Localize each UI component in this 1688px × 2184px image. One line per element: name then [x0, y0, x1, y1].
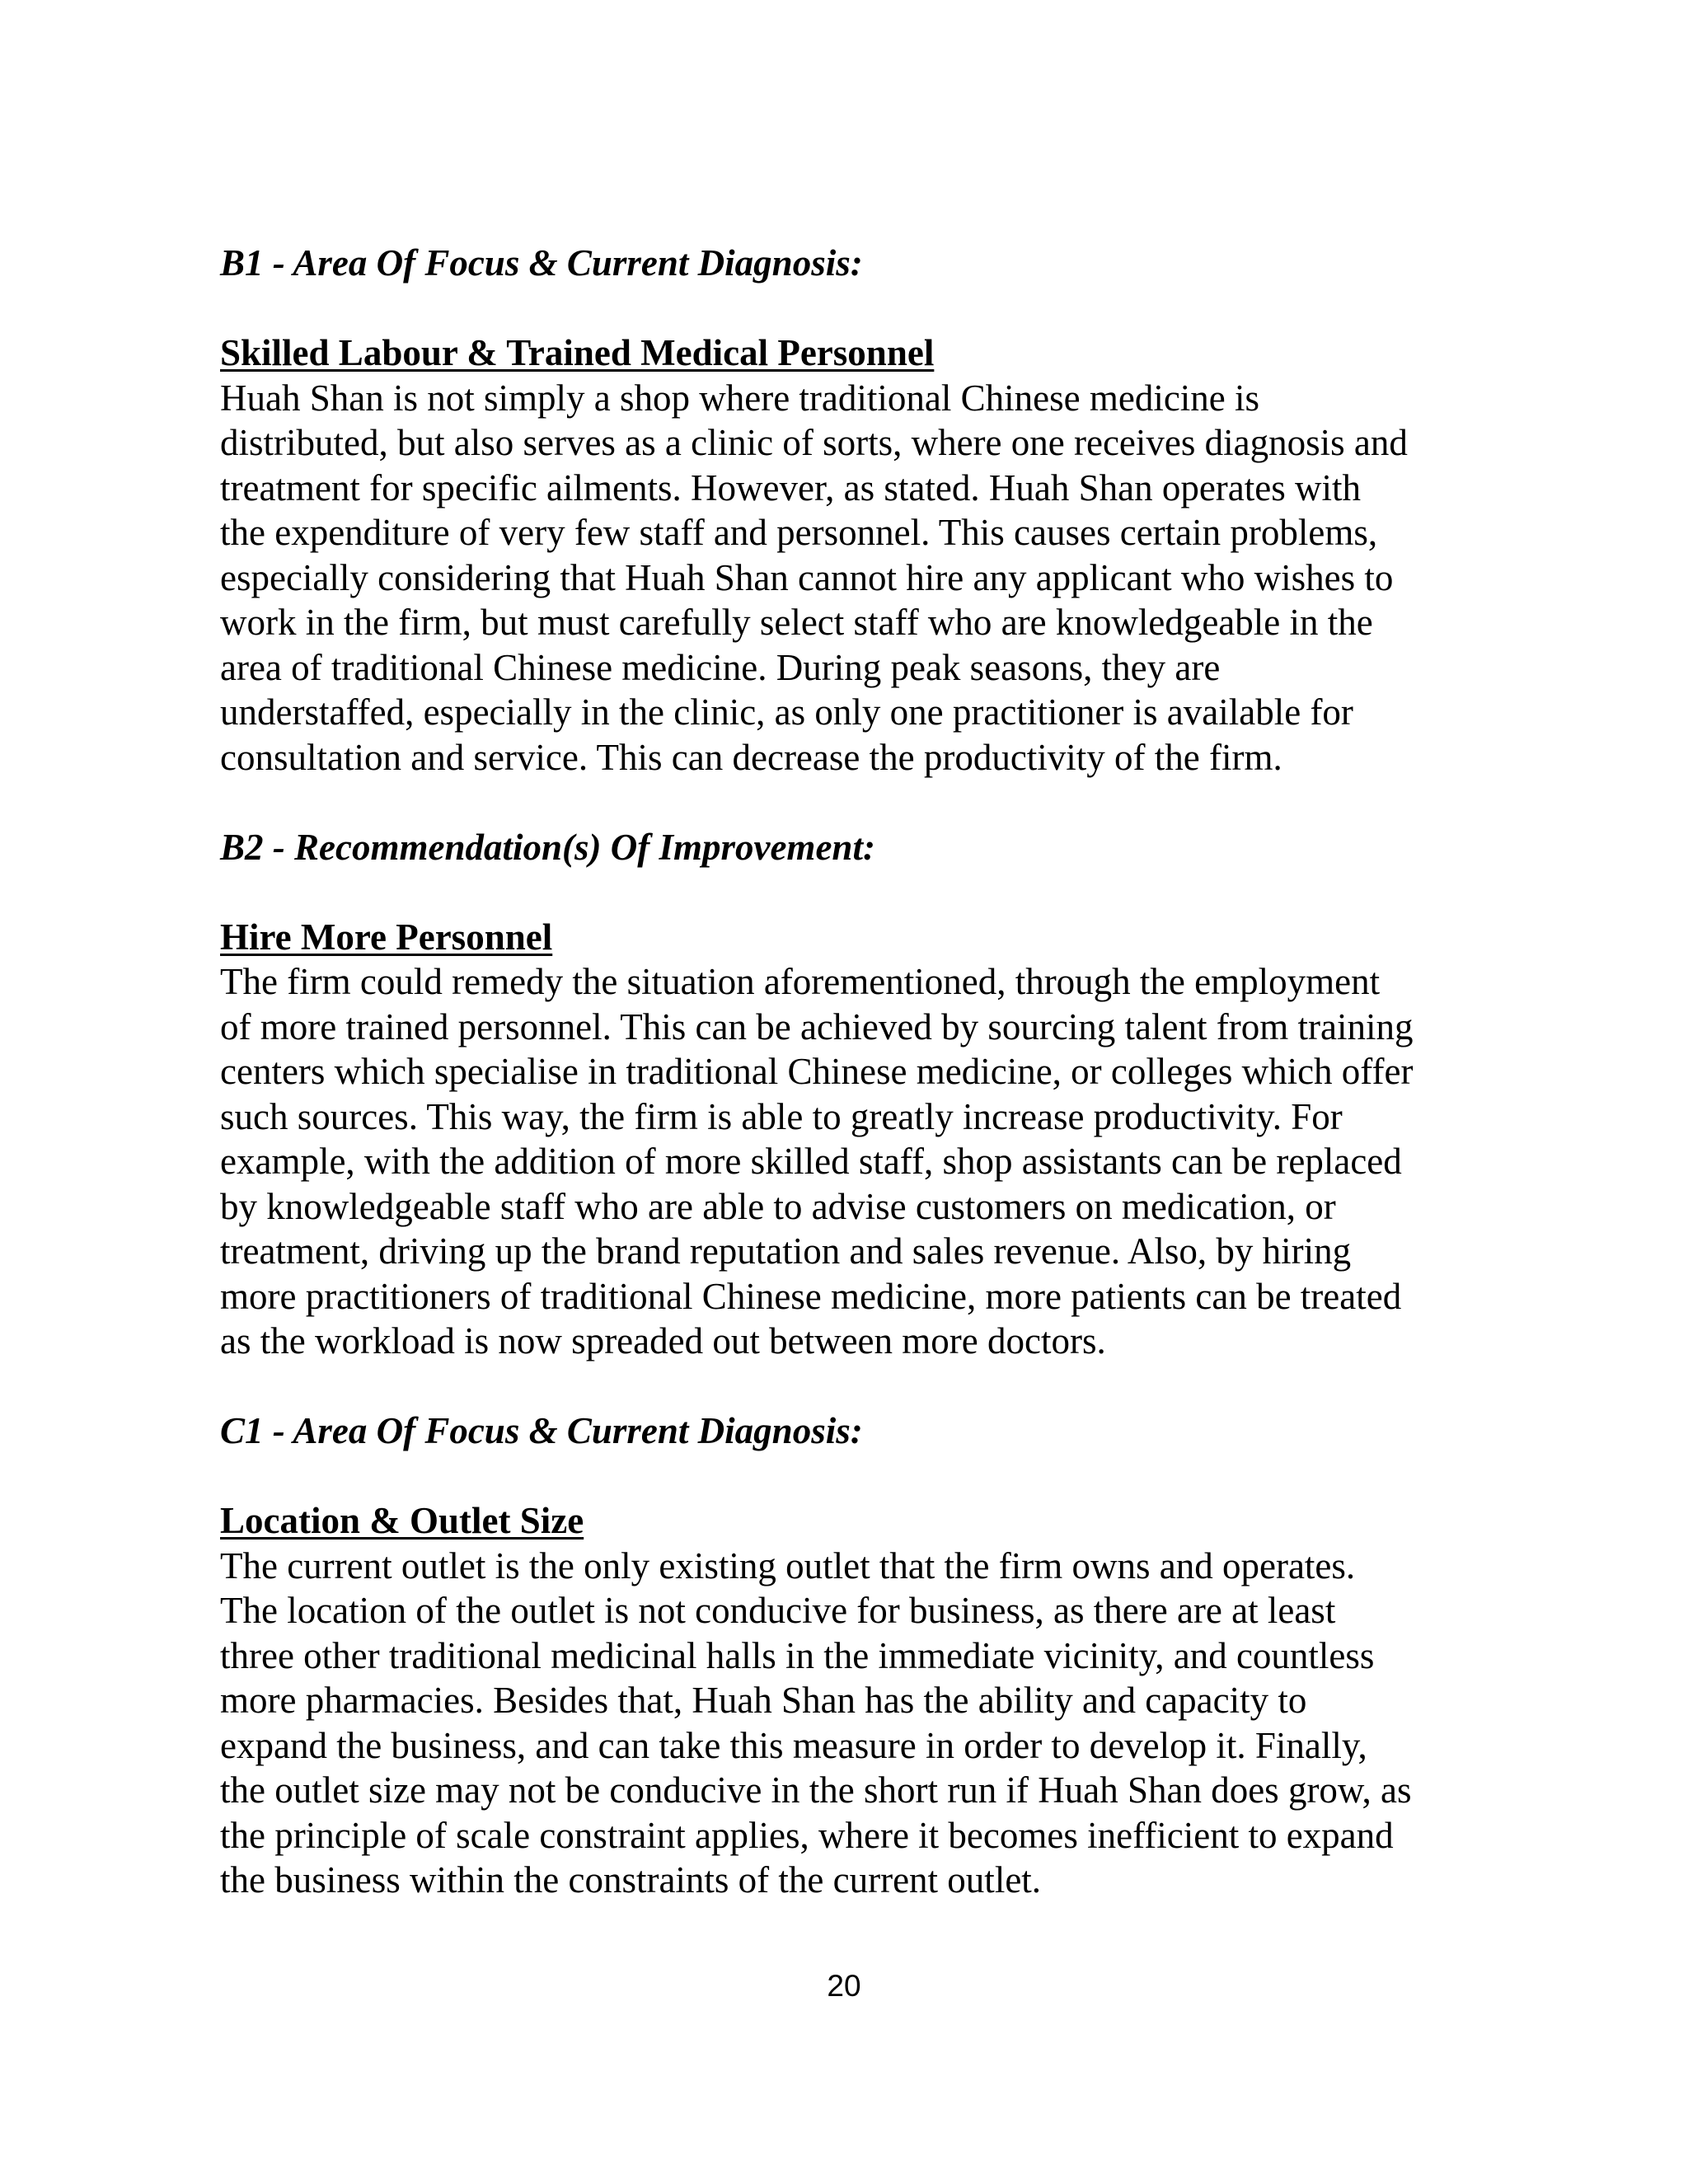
sub-heading: Hire More Personnel — [220, 916, 553, 958]
text-line: the expenditure of very few staff and personnel. This causes certain problems, — [220, 512, 1378, 553]
text-line: treatment, driving up the brand reputation and sales revenue. Also, by hiring — [220, 1230, 1352, 1272]
body-paragraph — [220, 376, 1506, 780]
text-line: Huah Shan is not simply a shop where traditional Chinese medicine is — [220, 377, 1260, 419]
text-line: the outlet size may not be conducive in the short run if Huah Shan does grow, as — [220, 1769, 1412, 1811]
section-b1 — [220, 241, 1506, 780]
text-line: treatment for specific ailments. However, as stated. Huah Shan operates with — [220, 466, 1361, 509]
text-line: by knowledgeable staff who are able to advise customers on medication, or — [220, 1185, 1336, 1227]
text-line: more pharmacies. Besides that, Huah Shan has the ability and capacity to — [220, 1680, 1307, 1721]
text-line: area of traditional Chinese medicine. During peak seasons, they are — [220, 646, 1221, 688]
text-line: distributed, but also serves as a clinic of sorts, where one receives diagnosis and — [220, 422, 1408, 463]
section-b2 — [220, 825, 1506, 1364]
text-line: the business within the constraints of the current outlet. — [220, 1859, 1042, 1900]
body-paragraph — [220, 959, 1506, 1364]
section-c1 — [220, 1408, 1506, 1903]
spacer — [220, 780, 1506, 825]
text-line: The location of the outlet is not conducive for business, as there are at least — [220, 1590, 1336, 1631]
spacer — [220, 286, 1506, 331]
section-heading: C1 - Area Of Focus & Current Diagnosis: — [220, 1410, 863, 1451]
text-line: such sources. This way, the firm is able to greatly increase productivity. For — [220, 1095, 1343, 1137]
section-heading: B2 - Recommendation(s) Of Improvement: — [220, 826, 875, 868]
text-line: more practitioners of traditional Chinese medicine, more patients can be treated — [220, 1275, 1402, 1317]
text-line: of more trained personnel. This can be achieved by sourcing talent from training — [220, 1005, 1414, 1047]
text-line: The current outlet is the only existing outlet that the firm owns and operates. — [220, 1544, 1356, 1586]
text-line: The firm could remedy the situation aforementioned, through the employment — [220, 961, 1381, 1002]
section-heading: B1 - Area Of Focus & Current Diagnosis: — [220, 242, 863, 284]
sub-heading: Skilled Labour & Trained Medical Personnel — [220, 332, 935, 373]
page-number: 20 — [827, 1969, 861, 2003]
text-line: work in the firm, but must carefully select staff who are knowledgeable in the — [220, 602, 1373, 643]
body-paragraph — [220, 1544, 1506, 1903]
page-content — [220, 241, 1506, 1903]
text-line: example, with the addition of more skilled staff, shop assistants can be replaced — [220, 1141, 1402, 1182]
text-line: understaffed, especially in the clinic, as only one practitioner is available for — [220, 691, 1353, 733]
text-line: as the workload is now spreaded out between more doctors. — [220, 1320, 1106, 1361]
spacer — [220, 869, 1506, 915]
text-line: consultation and service. This can decrease the productivity of the firm. — [220, 736, 1282, 778]
text-line: the principle of scale constraint applies, where it becomes inefficient to expand — [220, 1814, 1394, 1856]
sub-heading: Location & Outlet Size — [220, 1500, 584, 1541]
text-line: three other traditional medicinal halls in the immediate vicinity, and countless — [220, 1634, 1375, 1676]
text-line: centers which specialise in traditional Chinese medicine, or colleges which offer — [220, 1051, 1414, 1092]
spacer — [220, 1454, 1506, 1499]
spacer — [220, 1364, 1506, 1409]
text-line: especially considering that Huah Shan cannot hire any applicant who wishes to — [220, 556, 1394, 598]
text-line: expand the business, and can take this measure in order to develop it. Finally, — [220, 1724, 1367, 1766]
